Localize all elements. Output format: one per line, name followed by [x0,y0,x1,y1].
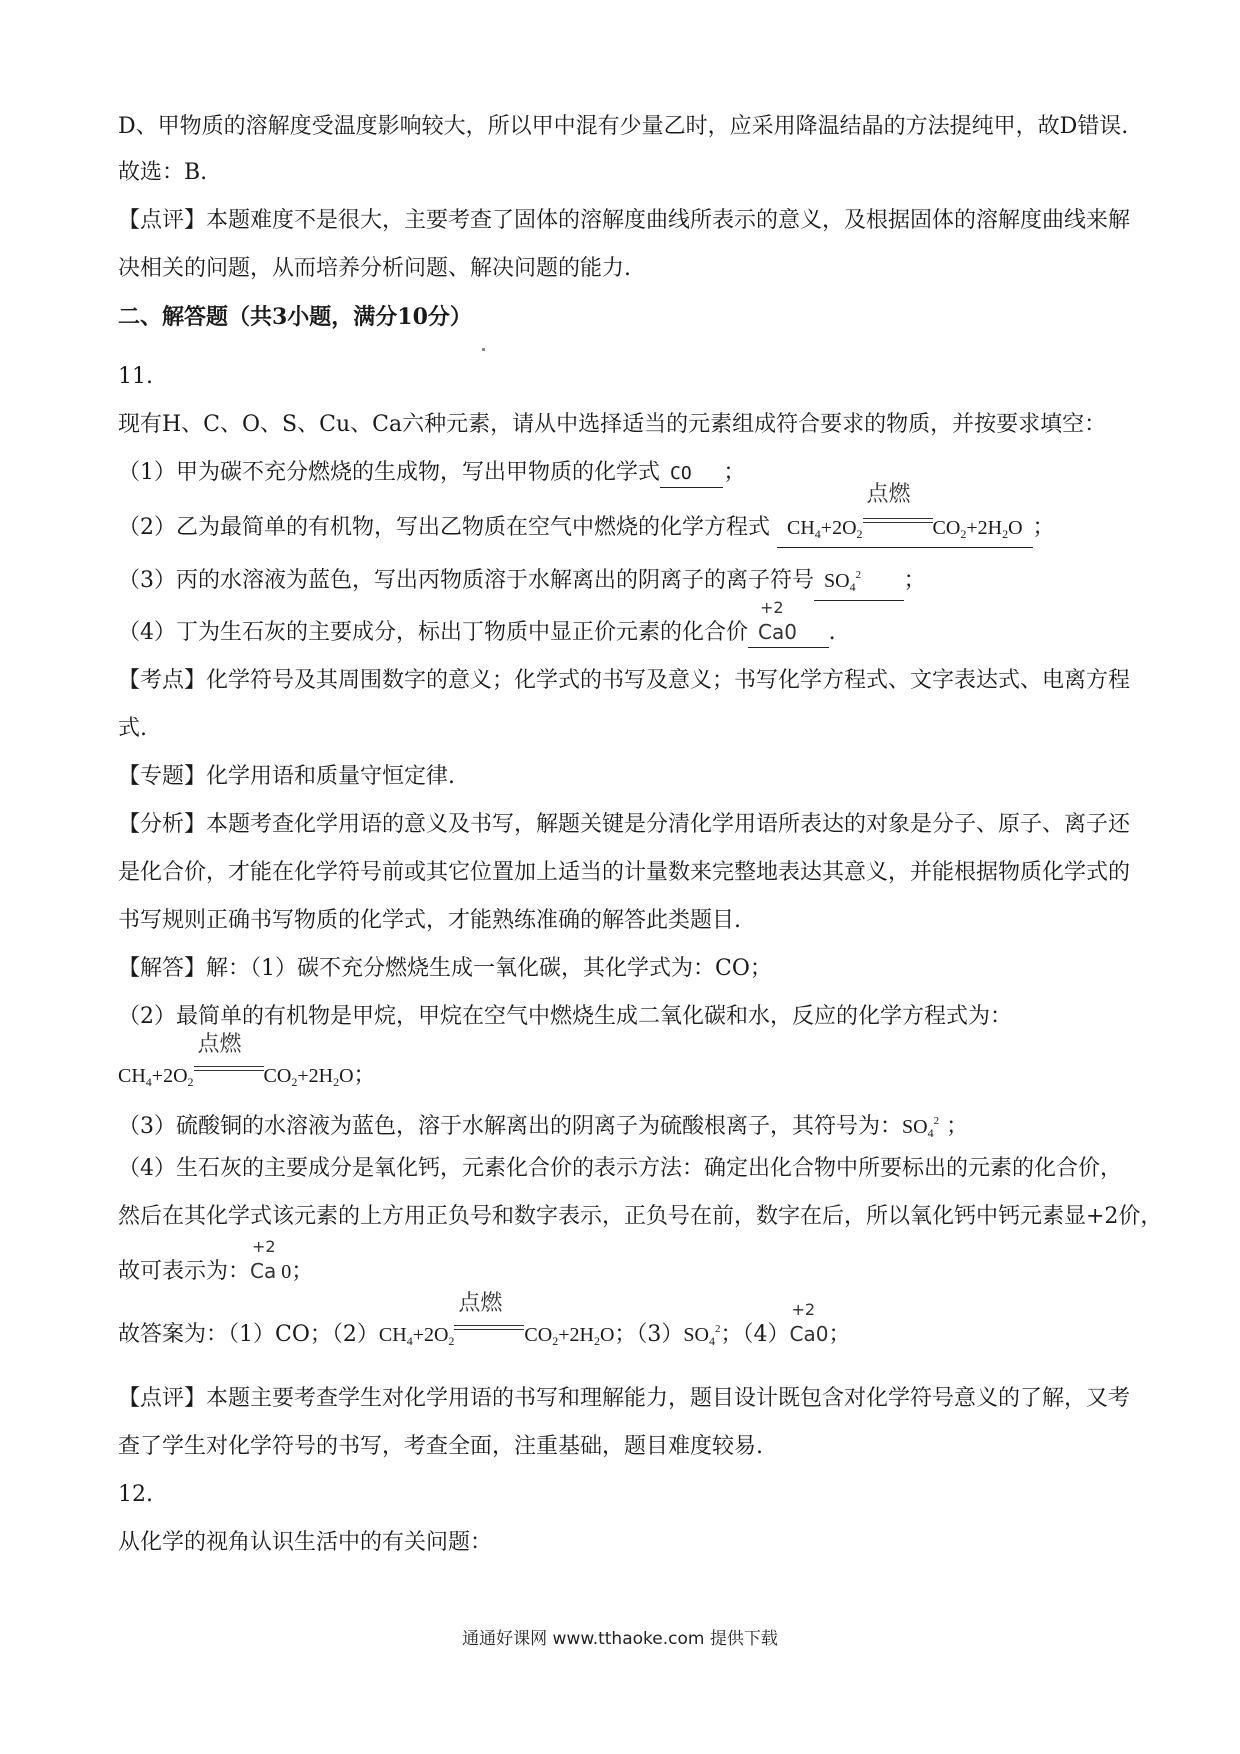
dianping-line-2: 查了学生对化学符号的书写，考查全面，注重基础，题目难度较易. [118,1434,763,1459]
answer-blank-1: CO [660,461,723,488]
dianping-line-1: 【点评】本题主要考查学生对化学用语的书写和理解能力，题目设计既包含对化学符号意义的了解，又考 [118,1386,1131,1411]
zhuanti: 【专题】化学用语和质量守恒定律. [118,764,455,789]
section-title: 二、解答题（共3小题，满分10分） [118,304,472,330]
methane-equation: $CH_4+2O_2$ 点燃 $CO_2+2H_2O$ [118,1032,354,1089]
prev-option-d: D、甲物质的溶解度受温度影响较大，所以甲中混有少量乙时，应采用降温结晶的方法提纯甲，故D错误. [118,114,1129,139]
prev-comment-line-2: 决相关的问题，从而培养分析问题、解决问题的能力. [118,256,631,281]
q11-number: 11. [118,364,153,389]
fenxi-line-2: 是化合价，才能在化学符号前或其它位置加上适当的计量数来完整地表达其意义，并能根据物质化学式的 [118,860,1131,885]
cao-valence: +2 Ca0 [758,598,797,644]
methane-equation: $CH_4+2O_2$ 点燃 $CO_2+2H_2O$ [378,1291,615,1348]
reaction-arrow: 点燃 [454,1317,524,1341]
kaodian-line-1: 【考点】化学符号及其周围数字的意义；化学式的书写及意义；书写化学方程式、文字表达式、电离方程 [118,668,1131,693]
q12-number: 12. [118,1482,153,1507]
answer-blank-3: $SO_4^2$ [814,562,904,601]
answer-blank-4 [748,598,829,648]
cao-valence: +2 Ca0 [789,1300,829,1346]
jieda-equation-line: $CH_4+2O_2$ 点燃 $CO_2+2H_2O$； [118,1032,376,1089]
jieda-line-6: 然后在其化学式该元素的上方用正负号和数字表示，正负号在前，数字在后，所以氧化钙中钙元素显+2价， [118,1204,1163,1229]
reaction-arrow: 点燃 [194,1058,264,1082]
q11-part-2: （2）乙为最简单的有机物，写出乙物质在空气中燃烧的化学方程式 $CH_4+2O_2$ 点燃 $CO_2+2H_2O$ ； [118,510,1122,548]
jieda-line-5: （4）生石灰的主要成分是氧化钙，元素化合价的表示方法：确定出化合物中所要标出的元素的化合价， [118,1156,1123,1181]
q11-intro: 现有H、C、O、S、Cu、Ca六种元素，请从中选择适当的元素组成符合要求的物质，并按要求填空： [118,412,1107,437]
q11-part-4: （4）丁为生石灰的主要成分，标出丁物质中显正价元素的化合价 +2 Ca0 . [118,618,1122,648]
jieda-line-1: 【解答】解：（1）碳不充分燃烧生成一氧化碳，其化学式为：CO； [118,956,772,981]
footer-source: 通通好课网 www.tthaoke.com 提供下载 [462,1629,778,1649]
q11-part-3: （3）丙的水溶液为蓝色，写出丙物质溶于水解离出的阴离子的离子符号 $SO_4^2$ ； [118,562,1122,601]
answer-summary: 故答案为：（1）CO；$(2)CH_4+2O_2$ 点燃 $CO_2+2H_2O$；$(3)SO_4^2$；（4） +2 Ca0； [118,1291,851,1348]
cao-valence: +2 Ca [250,1237,277,1283]
prev-comment-line-1: 【点评】本题难度不是很大，主要考查了固体的溶解度曲线所表示的意义，及根据固体的溶解度曲线来解 [118,208,1131,233]
prev-choice: 故选：B. [118,160,208,185]
fenxi-line-1: 【分析】本题考查化学用语的意义及书写，解题关键是分清化学用语所表达的对象是分子、原子、离子还 [118,812,1131,837]
methane-equation: $CH_4+2O_2$ 点燃 $CO_2+2H_2O$ [787,482,1023,541]
q11-part-1: （1）甲为碳不充分燃烧的生成物，写出甲物质的化学式 CO ； [118,458,1122,488]
fenxi-line-3: 书写规则正确书写物质的化学式，才能熟练准确的解答此类题目. [118,908,741,933]
jieda-line-4: （3）硫酸铜的水溶液为蓝色，溶于水解离出的阴离子为硫酸根离子，其符号为：$SO_4^2$ ； [118,1114,969,1140]
jieda-line-7: 故可表示为： +2 Ca 0； [118,1256,1122,1287]
reaction-arrow: 点燃 [863,510,933,534]
jieda-line-2: （2）最简单的有机物是甲烷，甲烷在空气中燃烧生成二氧化碳和水，反应的化学方程式为： [118,1004,1013,1029]
kaodian-line-2: 式. [118,716,147,741]
answer-blank-2 [777,482,1033,548]
q12-intro: 从化学的视角认识生活中的有关问题： [118,1530,493,1555]
scan-speck [482,348,485,351]
